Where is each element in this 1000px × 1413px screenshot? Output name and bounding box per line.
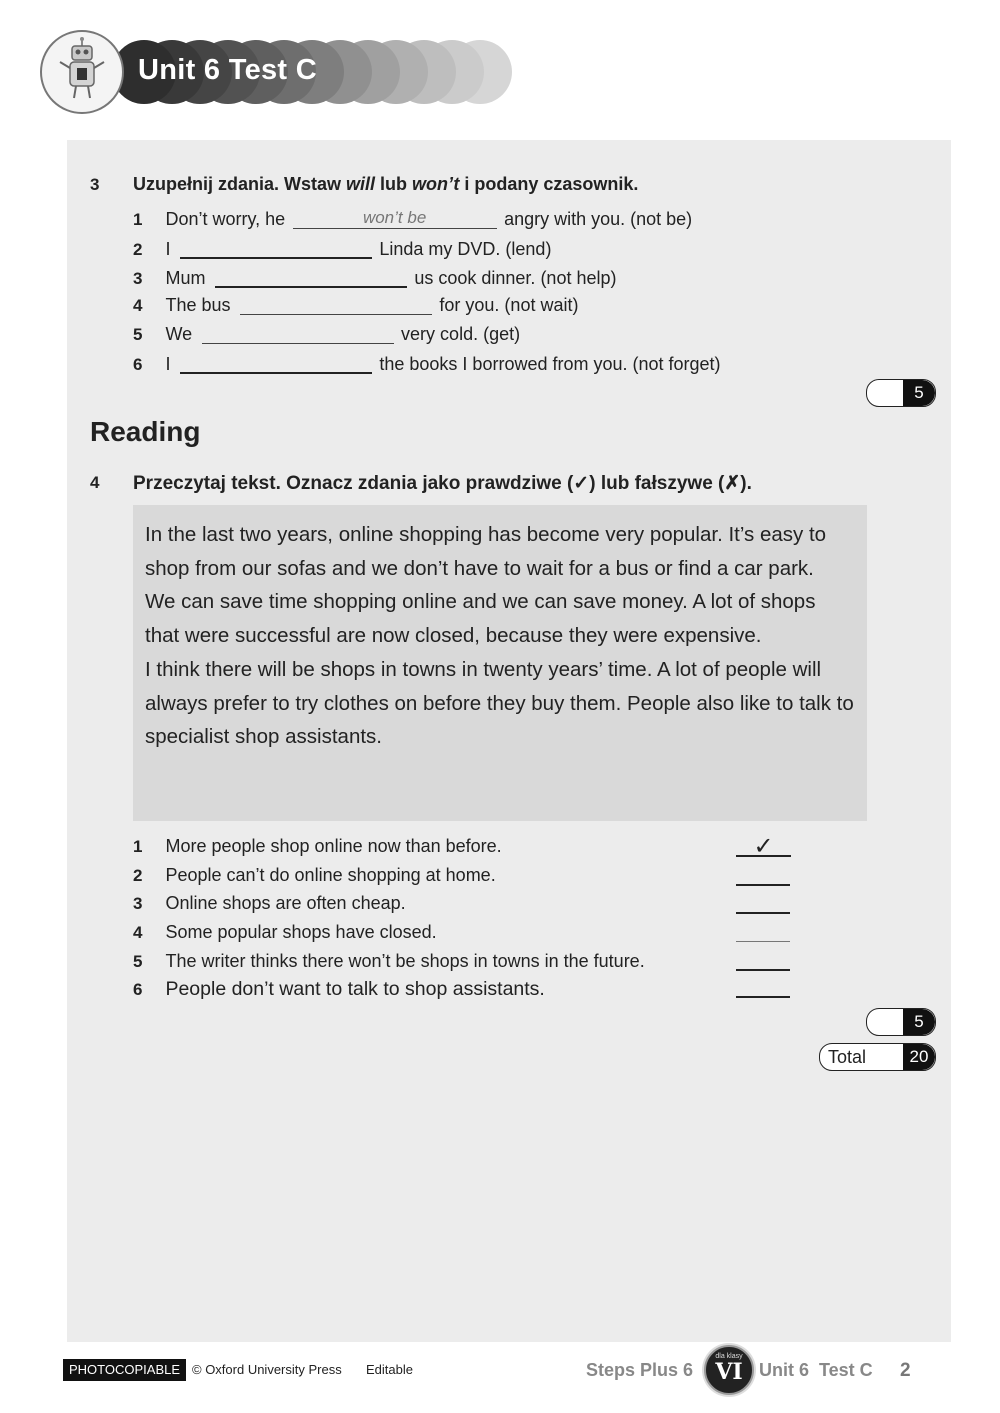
true-false-item: 4 Some popular shops have closed. [133, 922, 437, 942]
section-heading: Reading [90, 416, 201, 447]
true-false-item: 1 More people shop online now than before. [133, 836, 502, 856]
score-value: 5 [903, 380, 935, 406]
score-value: 5 [903, 1009, 935, 1035]
page-number: 2 [900, 1360, 911, 1381]
exercise-4-number: 4 [90, 473, 100, 492]
gap-fill-item: 6 I the books I borrowed from you. (not forget) [133, 354, 721, 374]
footer-unit: Unit 6 Test C [759, 1360, 873, 1380]
tick-answer-mark: ✓ [753, 833, 774, 860]
answer-line[interactable] [736, 969, 790, 971]
true-false-item: 3 Online shops are often cheap. [133, 893, 406, 913]
gap-fill-item: 4 The bus for you. (not wait) [133, 295, 579, 315]
total-value: 20 [903, 1044, 935, 1070]
series-name: Steps Plus 6 [586, 1360, 694, 1380]
example-answer: won’t be [362, 208, 427, 227]
answer-blank[interactable] [293, 208, 497, 229]
true-false-item: 2 People can’t do online shopping at home. [133, 865, 496, 885]
answer-blank[interactable] [202, 323, 394, 344]
gap-fill-item: 1 Don’t worry, he won’t be angry with you. (not be) [133, 208, 693, 229]
copyright-text: © Oxford University Press [192, 1362, 342, 1377]
answer-blank[interactable] [180, 237, 372, 259]
answer-line[interactable] [736, 855, 791, 857]
editable-label: Editable [366, 1362, 413, 1377]
answer-blank[interactable] [180, 352, 372, 374]
exercise-3-score-box [866, 379, 936, 407]
answer-line[interactable] [736, 941, 790, 942]
exercise-4-instruction: Przeczytaj tekst. Oznacz zdania jako prawdziwe (✓) lub fałszywe (✗). [133, 473, 752, 494]
exercise-3-number: 3 [90, 175, 100, 194]
answer-line[interactable] [736, 884, 790, 886]
true-false-item: 5 The writer thinks there won’t be shops in towns in the future. [133, 951, 645, 971]
photocopiable-label: PHOTOCOPIABLE [63, 1359, 186, 1381]
exercise-4-score-box [866, 1008, 936, 1036]
reading-paragraph: We can save time shopping online and we can save money. A lot of shops that were successful are now closed, because they were expensive. [145, 590, 816, 648]
class-badge-icon: dla klasy VI [704, 1345, 754, 1395]
gap-fill-item: 2 I Linda my DVD. (lend) [133, 239, 552, 259]
reading-paragraph: In the last two years, online shopping has become very popular. It’s easy to shop from our sofas and we don’t have to wait for a bus or find a car park. [145, 523, 827, 580]
reading-paragraph: I think there will be shops in towns in twenty years’ time. A lot of people will always prefer to try clothes on before they buy them. People also like to talk to specialist shop assistants. [145, 657, 854, 749]
gap-fill-item: 3 Mum us cook dinner. (not help) [133, 268, 617, 288]
reading-text-box [133, 505, 867, 821]
total-label: Total [828, 1047, 867, 1067]
gap-fill-item: 5 We very cold. (get) [133, 324, 521, 344]
robot-logo-icon [40, 30, 124, 114]
answer-line[interactable] [736, 996, 790, 998]
true-false-item: 6 People don’t want to talk to shop assistants. [133, 978, 545, 1000]
answer-blank[interactable] [240, 294, 432, 315]
page-title: Unit 6 Test C [138, 54, 317, 86]
answer-blank[interactable] [215, 266, 407, 288]
total-score-box [819, 1043, 936, 1071]
answer-line[interactable] [736, 912, 790, 914]
exercise-3-instruction: Uzupełnij zdania. Wstaw will lub won’t i podany czasownik. [133, 174, 639, 194]
